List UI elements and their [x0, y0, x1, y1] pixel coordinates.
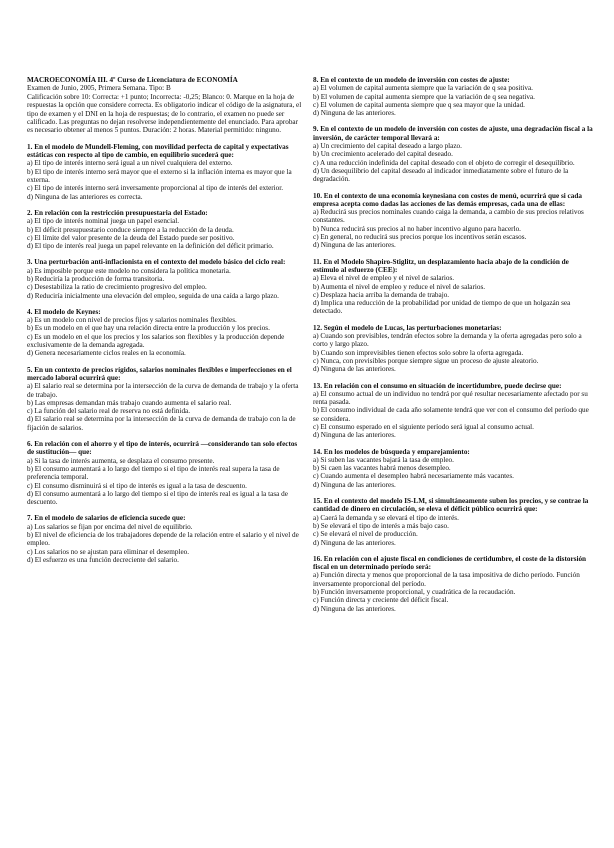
question-stem: 13. En relación con el consumo en situación de incertidumbre, puede decirse que:	[313, 381, 562, 390]
option-b: b) Reduciría la producción de forma transitoria.	[27, 275, 165, 283]
option-c: c) Función directa y creciente del déficit fiscal.	[313, 596, 449, 605]
question-6	[27, 440, 303, 506]
option-a: a) El tipo de interés nominal juega un papel esencial.	[27, 217, 180, 226]
question-12	[313, 324, 593, 374]
option-b: b) Cuando son imprevisibles tienen efectos solo sobre la oferta agregada.	[313, 348, 524, 357]
option-b: b) Se elevará el tipo de interés a más bajo caso.	[313, 521, 449, 530]
question-10	[313, 192, 593, 250]
option-c: c) La función del salario real de reserva no está definida.	[27, 407, 191, 416]
option-b: b) Función inversamente proporcional, y cuadrática de la recaudación.	[313, 588, 516, 597]
option-a: a) Función directa y menos que proporcional de la tasa impositiva de dicho período. Función inversamente proporcional del período.	[313, 571, 580, 588]
question-11	[313, 258, 593, 316]
option-c: c) El tipo de interés interno será inversamente proporcional al tipo de interés del exterior.	[27, 184, 284, 193]
option-a: a) Cuando son previsibles, tendrán efectos sobre la demanda y la oferta agregadas pero solo a corto y largo plazo.	[313, 332, 582, 349]
question-9	[313, 125, 593, 183]
question-4	[27, 308, 303, 358]
option-a: a) Los salarios se fijan por encima del nivel de equilibrio.	[27, 522, 193, 531]
exam-title: MACROECONOMÍA III. 4º Curso de Licenciatura de ECONOMÍA	[27, 76, 238, 84]
option-a: a) El consumo actual de un individuo no tendrá por qué resultar necesariamente afectado por su renta pasada.	[313, 389, 588, 407]
question-8	[313, 76, 593, 117]
option-c: c) Se elevará el nivel de producción.	[313, 530, 418, 539]
option-a: a) El tipo de interés interno será igual a un nivel cualquiera del externo.	[27, 159, 233, 168]
option-d: d) El salario real se determina por la intersección de la curva de demanda de trabajo con la de fijación de salarios.	[27, 415, 296, 432]
option-c: c) Los salarios no se ajustan para eliminar el desempleo.	[27, 547, 190, 556]
option-a: a) Es un modelo con nivel de precios fijos y salarios nominales flexibles.	[27, 316, 237, 325]
option-d: d) Ninguna de las anteriores.	[313, 480, 396, 489]
question-15	[313, 497, 593, 547]
question-stem: 2. En relación con la restricción presupuestaria del Estado:	[27, 208, 208, 217]
question-13	[313, 382, 593, 440]
question-3	[27, 258, 303, 299]
option-c: c) A una reducción indefinida del capital deseado con el objeto de corregir el desequilibrio.	[313, 158, 575, 167]
option-c: c) El volumen de capital aumenta siempre que q sea mayor que la unidad.	[313, 100, 525, 109]
option-c: c) Desplaza hacia arriba la demanda de trabajo.	[313, 290, 450, 299]
option-a: a) Si suben las vacantes bajará la tasa de empleo.	[313, 455, 454, 464]
question-5	[27, 366, 303, 432]
option-d: d) El tipo de interés real juega un papel relevante en la definición del déficit primario.	[27, 242, 274, 251]
question-stem: 6. En relación con el ahorro y el tipo de interés, ocurrirá —considerando tan solo efectos de sustitución— que:	[27, 440, 298, 457]
option-a: a) Caerá la demanda y se elevará el tipo de interés.	[313, 513, 459, 522]
question-stem: 15. En el contexto del modelo IS-LM, si simultáneamente suben los precios, y se contrae la cantidad de dinero en circulación, se eleva el déficit público ocurrirá que:	[313, 497, 589, 514]
option-d: d) Reduciría inicialmente una elevación del empleo, seguida de una caída a largo plazo.	[27, 291, 279, 300]
option-b: b) El consumo aumentará a lo largo del tiempo si el tipo de interés real supera la tasa de preferencia temporal.	[27, 464, 280, 482]
option-c: c) El consumo esperado en el siguiente período será igual al consumo actual.	[313, 422, 534, 431]
option-c: c) El consumo disminuirá si el tipo de interés es igual a la tasa de descuento.	[27, 481, 247, 490]
option-d: d) Ninguna de las anteriores.	[313, 241, 396, 250]
question-2	[27, 209, 303, 250]
option-b: b) El tipo de interés interno será mayor que el externo si la inflación interna es mayor que la externa.	[27, 167, 292, 185]
option-a: a) Reducirá sus precios nominales cuando caiga la demanda, a cambio de sus precios relativos constantes.	[313, 208, 584, 225]
option-d: d) Ninguna de las anteriores.	[313, 604, 396, 613]
option-a: a) Si la tasa de interés aumenta, se desplaza el consumo presente.	[27, 456, 215, 465]
option-b: b) Aumenta el nivel de empleo y reduce el nivel de salarios.	[313, 282, 486, 291]
exam-header	[27, 76, 303, 135]
option-c: c) Cuando aumenta el desempleo habrá necesariamente más vacantes.	[313, 472, 514, 481]
question-1	[27, 143, 303, 201]
option-c: c) En general, no reducirá sus precios porque los incentivos serán escasos.	[313, 233, 527, 242]
option-b: b) Es un modelo en el que hay una relación directa entre la producción y los precios.	[27, 324, 270, 333]
option-d: d) Ninguna de las anteriores.	[313, 431, 396, 440]
question-stem: 4. El modelo de Keynes:	[27, 307, 101, 316]
option-c: c) El límite del valor presente de la deuda del Estado puede ser positivo.	[27, 233, 235, 242]
option-d: d) Ninguna de las anteriores.	[313, 365, 396, 374]
option-b: b) Si caen las vacantes habrá menos desempleo.	[313, 464, 451, 473]
question-stem: 1. En el modelo de Mundell-Fleming, con movilidad perfecta de capital y expectativas estáticas con respecto al tipo de cambio, en equilibrio sucederá que:	[27, 142, 289, 160]
option-d: d) Genera necesariamente ciclos reales en la economía.	[27, 349, 186, 358]
option-d: d) Ninguna de las anteriores.	[313, 538, 396, 547]
option-b: b) Las empresas demandan más trabajo cuando aumenta el salario real.	[27, 398, 232, 407]
question-stem: 12. Según el modelo de Lucas, las perturbaciones monetarias:	[313, 323, 502, 332]
exam-subtitle: Examen de Junio, 2005, Primera Semana. Tipo: B	[27, 84, 171, 93]
option-d: d) Ninguna de las anteriores es correcta.	[27, 192, 143, 201]
question-stem: 7. En el modelo de salarios de eficiencia sucede que:	[27, 514, 186, 523]
option-c: c) Es un modelo en el que los precios y los salarios son flexibles y la producción depende exclusivamente de la demanda agregada.	[27, 332, 285, 350]
question-stem: 5. En un contexto de precios rígidos, salarios nominales flexibles e imperfecciones en el mercado laboral ocurrirá que:	[27, 365, 292, 382]
question-stem: 10. En el contexto de una economía keynesiana con costes de menú, ocurrirá que si cada empresa acepta como dadas las acciones de las demás empresas, cada una de ellas:	[313, 191, 582, 208]
option-d: d) Un desequilibrio del capital deseado al indicador inmediatamente sobre el futuro de la degradación.	[313, 166, 569, 184]
option-a: a) Eleva el nivel de empleo y el nivel de salarios.	[313, 274, 455, 283]
option-c: c) Desestabiliza la ratio de crecimiento progresivo del empleo.	[27, 283, 207, 292]
question-14	[313, 448, 593, 489]
option-b: b) El nivel de eficiencia de los trabajadores depende de la relación entre el salario y el nivel de empleo.	[27, 531, 299, 548]
left-column	[27, 0, 303, 572]
option-a: a) Es imposible porque este modelo no considera la política monetaria.	[27, 266, 231, 275]
option-d: d) El consumo aumentará a lo largo del tiempo si el tipo de interés real es igual a la tasa de descuento.	[27, 489, 288, 507]
option-a: a) Un crecimiento del capital deseado a largo plazo.	[313, 142, 462, 151]
option-a: a) El volumen de capital aumenta siempre que la variación de q sea positiva.	[313, 84, 533, 93]
question-7	[27, 514, 303, 564]
right-column	[313, 0, 593, 621]
option-d: d) Implica una reducción de la probabilidad por unidad de tiempo de que un holgazán sea detectado.	[313, 299, 571, 316]
question-16	[313, 555, 593, 613]
question-stem: 3. Una perturbación anti-inflacionista en el contexto del modelo básico del ciclo real:	[27, 258, 286, 267]
option-b: b) Nunca reducirá sus precios al no haber incentivo alguno para hacerlo.	[313, 224, 521, 233]
option-c: c) Nunca, con previsibles porque siempre sigue un proceso de ajuste aleatorio.	[313, 356, 539, 365]
option-b: b) El déficit presupuestario conduce siempre a la reducción de la deuda.	[27, 225, 234, 234]
option-a: a) El salario real se determina por la intersección de la curva de demanda de trabajo y la oferta de trabajo.	[27, 382, 299, 399]
option-b: b) Un crecimiento acelerado del capital deseado.	[313, 150, 453, 159]
option-b: b) El volumen de capital aumenta siempre que la variación de q sea negativa.	[313, 92, 535, 101]
exam-instructions: Calificación sobre 10: Correcta: +1 punto; Incorrecta: -0,25; Blanco: 0. Marque en la hoja de respuestas la opción que considere correcta. Es obligatorio indicar el código de la asignatura, el tipo de examen y el DNI en la hoja de respuestas; de lo contrario, el examen no puede ser calificado. Las preguntas no dejan resolverse independientemente del enunciado. Para aprobar es necesario obtener al menos 5 puntos. Duración: 2 horas. Material permitido: ninguno.	[27, 92, 302, 135]
question-stem: 11. En el Modelo Shapiro-Stiglitz, un desplazamiento hacia abajo de la condición de estímulo al esfuerzo (CEE):	[313, 257, 569, 274]
question-stem: 9. En el contexto de un modelo de inversión con costes de ajuste, una degradación fiscal a la inversión, de carácter temporal llevará a:	[313, 125, 593, 142]
question-stem: 14. En los modelos de búsqueda y emparejamiento:	[313, 447, 470, 456]
option-d: d) El esfuerzo es una función decreciente del salario.	[27, 555, 179, 564]
option-d: d) Ninguna de las anteriores.	[313, 109, 396, 118]
question-stem: 8. En el contexto de un modelo de inversión con costes de ajuste:	[313, 76, 510, 84]
option-b: b) El consumo individual de cada año solamente tendrá que ver con el consumo del período que se considera.	[313, 406, 589, 423]
question-stem: 16. En relación con el ajuste fiscal en condiciones de certidumbre, el coste de la distorsión fiscal en un determinado período será:	[313, 554, 587, 572]
